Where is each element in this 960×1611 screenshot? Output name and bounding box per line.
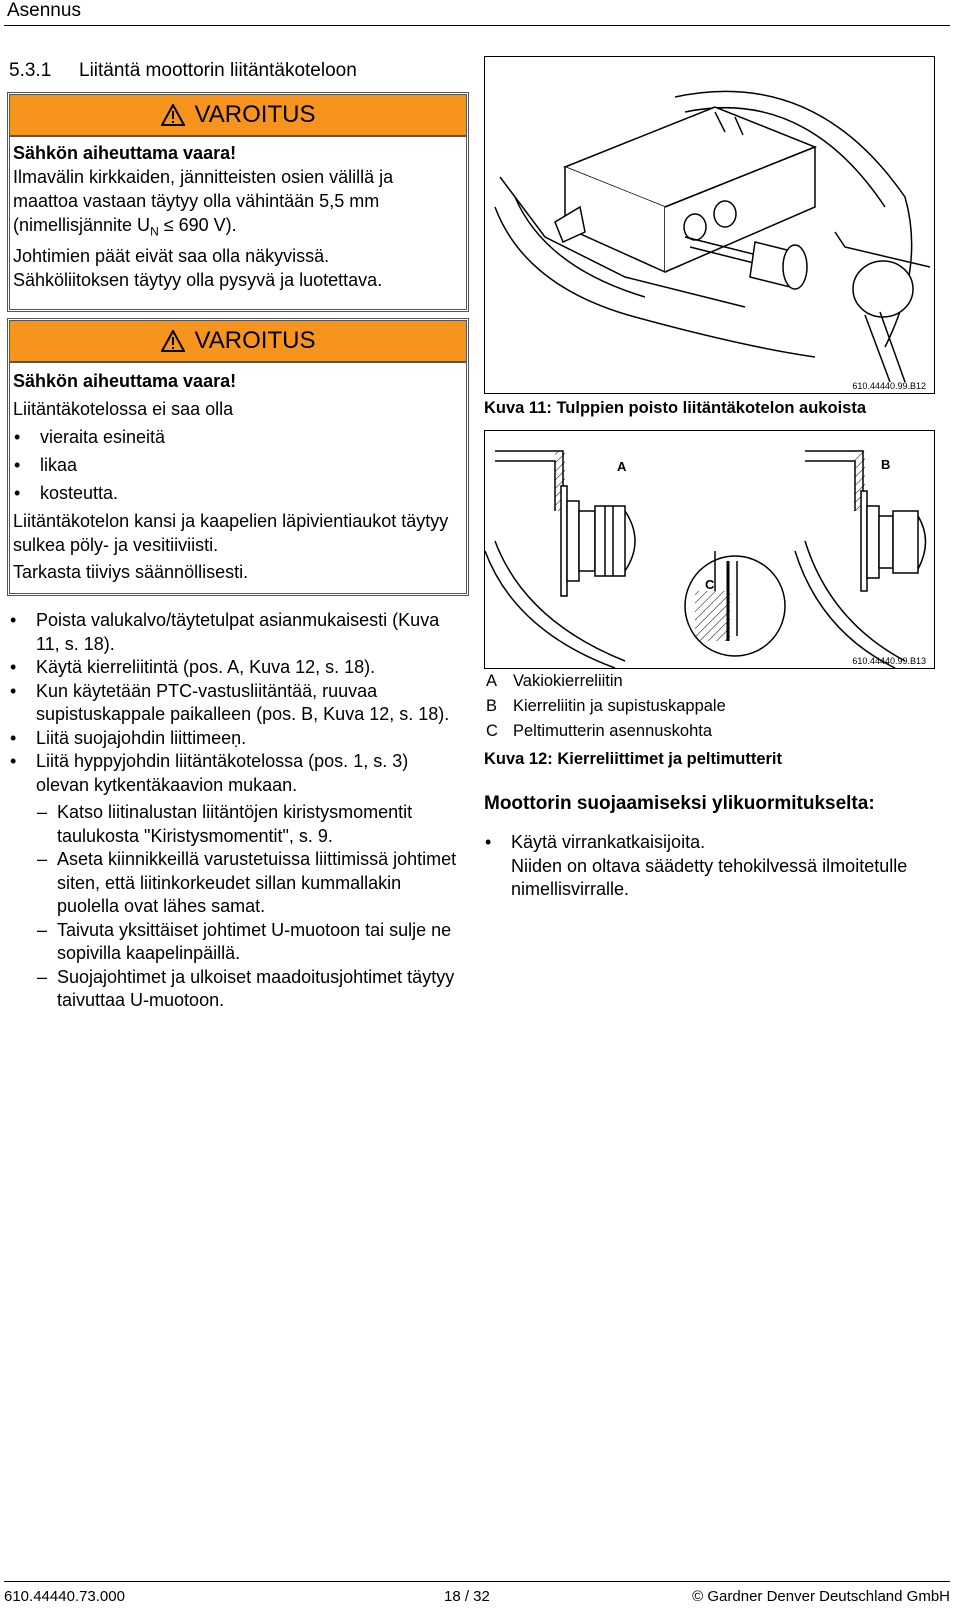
legend-key: B bbox=[486, 697, 498, 715]
step-item: • Liitä suojajohdin liittimeeṇ. bbox=[9, 727, 464, 751]
substep-item: – Katso liitinalustan liitäntöjen kiristysmomentit taulukosta "Kiristysmomentit", s. 9. bbox=[37, 801, 464, 848]
legend-text: Kierreliitin ja supistuskappale bbox=[513, 697, 726, 715]
header-divider bbox=[4, 25, 950, 26]
warning1-line2sub: N bbox=[150, 224, 159, 239]
protection-list bbox=[484, 831, 914, 902]
warning-title-1: VAROITUS bbox=[194, 101, 316, 128]
figure12-legend bbox=[486, 669, 931, 744]
figure-11 bbox=[484, 56, 935, 394]
protection-note: Niiden on oltava säädetty tehokilvessä ilmoitetulle nimellisvirralle. bbox=[511, 855, 908, 899]
substep-item: – Taivuta yksittäiset johtimet U-muotoon tai sulje ne sopivilla kaapelinpäillä. bbox=[37, 919, 464, 966]
figure12-label-c: C bbox=[705, 577, 715, 592]
terminal-box-drawing bbox=[485, 57, 934, 393]
step-item: • Kun käytetään PTC-vastusliitäntää, ruuvaa supistuskappale paikalleen (pos. B, Kuva 12, s. 18). bbox=[9, 680, 464, 727]
legend-key: C bbox=[486, 722, 498, 740]
substep-item: – Suojajohtimet ja ulkoiset maadoitusjohtimet täytyy taivuttaa U-muotoon. bbox=[37, 966, 464, 1013]
legend-key: A bbox=[486, 672, 498, 690]
warning-triangle-icon bbox=[161, 330, 185, 352]
warning1-line2a: (nimellisjännite U bbox=[13, 215, 151, 235]
protection-heading: Moottorin suojaamiseksi ylikuormitukselta: bbox=[484, 793, 875, 814]
cable-gland-drawing bbox=[485, 431, 934, 668]
warning2-line2: Tarkasta tiiviys säännöllisesti. bbox=[13, 562, 249, 582]
warning1-line1: Ilmavälin kirkkaiden, jännitteisten osien välillä ja maattoa vastaan täytyy olla vähintään 5,5 mm bbox=[13, 167, 394, 211]
substep-item: – Aseta kiinnikkeillä varustetuissa liittimissä johtimet siten, että liitinkorkeudet sillan kummallakin puolella ovat lähes samat. bbox=[37, 848, 464, 919]
warning1-line4: Sähköliitoksen täytyy olla pysyvä ja luotettava. bbox=[13, 269, 383, 290]
footer-doc: 610.44440.73.000 bbox=[4, 1588, 125, 1605]
step-item: • Käytä kierreliitintä (pos. A, Kuva 12, s. 18). bbox=[9, 656, 464, 680]
legend-item bbox=[486, 669, 931, 694]
warning-triangle-icon bbox=[161, 104, 185, 126]
warning2-intro: Liitäntäkotelossa ei saa olla bbox=[13, 399, 234, 419]
legend-text: Peltimutterin asennuskohta bbox=[513, 722, 713, 740]
warning-bar-1 bbox=[10, 95, 466, 137]
warning2-item: • likaa bbox=[13, 451, 463, 479]
figure-12 bbox=[484, 430, 935, 669]
warning-title-2: VAROITUS bbox=[194, 327, 316, 354]
warning-danger-2: Sähkön aiheuttama vaara! bbox=[13, 371, 237, 391]
warning-box-1 bbox=[7, 92, 469, 312]
figure12-caption: Kuva 12: Kierreliittimet ja peltimutterit bbox=[484, 750, 782, 768]
figure11-caption: Kuva 11: Tulppien poisto liitäntäkotelon aukoista bbox=[484, 399, 866, 417]
warning-danger-1: Sähkön aiheuttama vaara! bbox=[13, 143, 237, 163]
warning1-line3: Johtimien päät eivät saa olla näkyvissä. bbox=[13, 245, 330, 266]
footer-divider bbox=[4, 1581, 950, 1582]
section-heading bbox=[9, 60, 357, 82]
warning2-item: • kosteutta. bbox=[13, 479, 463, 507]
figure12-code: 610.44440.99.B13 bbox=[852, 656, 926, 666]
figure12-label-b: B bbox=[881, 457, 891, 472]
steps-list bbox=[9, 609, 464, 1013]
legend-text: Vakiokierreliitin bbox=[513, 672, 623, 690]
header-section: Asennus bbox=[7, 0, 81, 21]
figure12-label-a: A bbox=[617, 459, 627, 474]
footer-page: 18 / 32 bbox=[444, 1588, 490, 1605]
warning1-line2b: ≤ 690 V). bbox=[158, 215, 237, 235]
warning-box-2 bbox=[7, 318, 469, 596]
section-title: Liitäntä moottorin liitäntäkoteloon bbox=[79, 60, 357, 81]
protection-item: • Käytä virrankatkaisijoita. bbox=[484, 831, 914, 855]
substeps-list bbox=[9, 801, 464, 1013]
figure11-code: 610.44440.99.B12 bbox=[852, 381, 926, 391]
footer-company: © Gardner Denver Deutschland GmbH bbox=[692, 1588, 950, 1605]
legend-item bbox=[486, 719, 931, 744]
step-item: • Liitä hyppyjohdin liitäntäkotelossa (pos. 1, s. 3) olevan kytkentäkaavion mukaan. bbox=[9, 750, 464, 797]
section-number: 5.3.1 bbox=[9, 60, 52, 81]
warning2-line1: Liitäntäkotelon kansi ja kaapelien läpivientiaukot täytyy sulkea pöly- ja vesitiiviisti. bbox=[13, 511, 449, 555]
step-item: • Poista valukalvo/täytetulpat asianmukaisesti (Kuva 11, s. 18). bbox=[9, 609, 464, 656]
warning1-line2 bbox=[13, 213, 463, 244]
legend-item bbox=[486, 694, 931, 719]
warning2-item: • vieraita esineitä bbox=[13, 423, 463, 451]
warning-bar-2 bbox=[10, 321, 466, 363]
